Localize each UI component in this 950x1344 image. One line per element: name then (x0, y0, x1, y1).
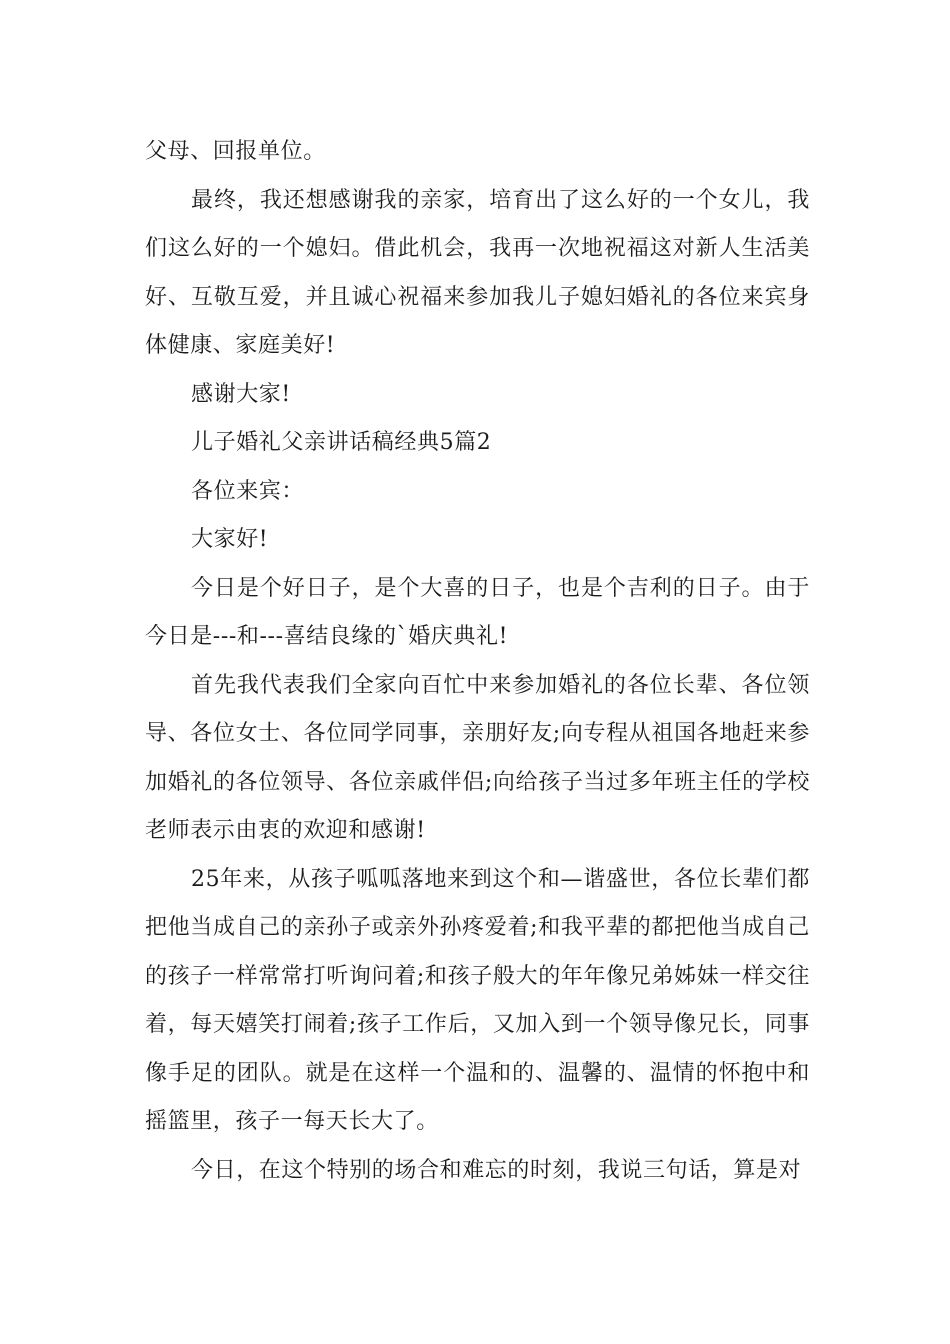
paragraph-2: 最终，我还想感谢我的亲家，培育出了这么好的一个女儿，我们这么好的一个媳妇。借此机会，我再一次地祝福这对新人生活美好、互敬互爱，并且诚心祝福来参加我儿子媳妇婚礼的各位来宾身体健康、家庭美好! (145, 187, 810, 358)
section-heading: 儿子婚礼父亲讲话稿经典5篇2 (191, 430, 492, 455)
paragraph-8: 首先我代表我们全家向百忙中来参加婚礼的各位长辈、各位领导、各位女士、各位同学同事，亲朋好友;向专程从祖国各地赶来参加婚礼的各位领导、各位亲戚伴侣;向给孩子当过多年班主任的学校老师表示由衷的欢迎和感谢! (145, 672, 810, 843)
paragraph-3: 感谢大家! (191, 381, 291, 407)
paragraph-greeting-all: 大家好! (191, 527, 269, 552)
document-body (145, 128, 810, 1195)
paragraph-9: 25年来，从孩子呱呱落地来到这个和—谐盛世，各位长辈们都把他当成自己的亲孙子或亲外孙疼爱着;和我平辈的都把他当成自己的孩子一样常常打听询问着;和孩子般大的年年像兄弟姊妹一样交往着，每天嬉笑打闹着;孩子工作后，又加入到一个领导像兄长，同事像手足的团队。就是在这样一个温和的、温馨的、温情的怀抱中和摇篮里，孩子一每天长大了。 (145, 866, 810, 1134)
paragraph-7: 今日是个好日子，是个大喜的日子，也是个吉利的日子。由于今日是---和---喜结良缘的`婚庆典礼! (145, 575, 810, 649)
paragraph-greeting-guests: 各位来宾： (191, 478, 305, 504)
paragraph-10: 今日，在这个特别的场合和难忘的时刻，我说三句话，算是对 (191, 1157, 802, 1183)
paragraph-1: 父母、回报单位。 (145, 139, 326, 164)
